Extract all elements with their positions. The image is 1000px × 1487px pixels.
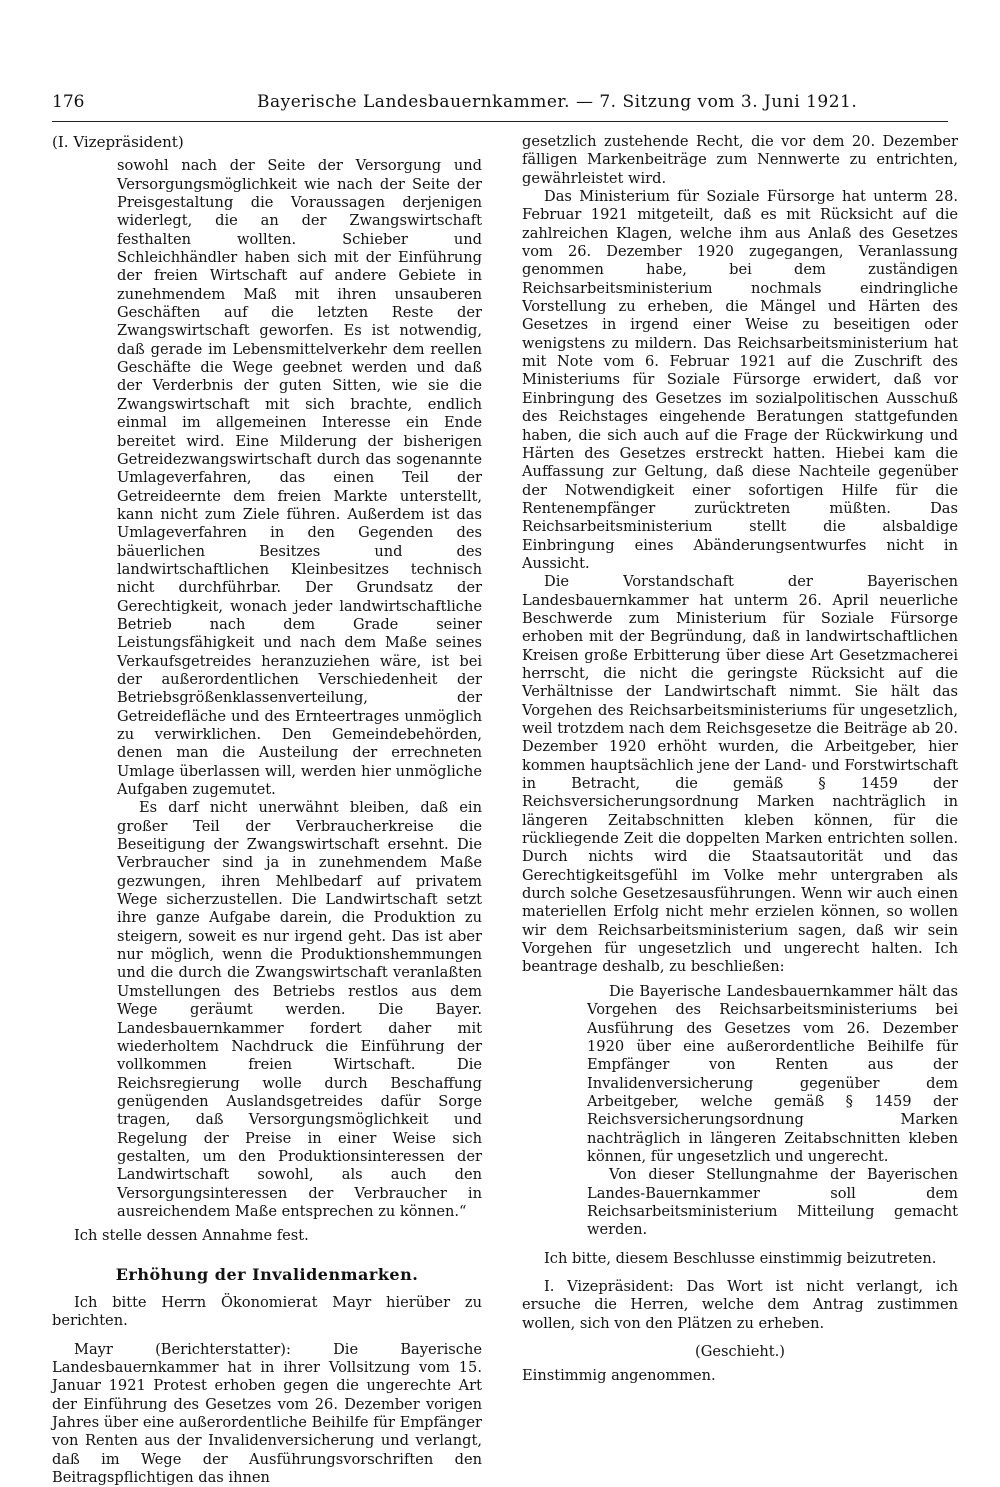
motion-paragraph: Die Bayerische Landesbauernkammer hält das Vorgehen des Reichsarbeitsministeriums bei Ausführung des Gesetzes vom 26. Dezember 1920 über eine außerordentliche Beihilfe für Empfänger von Renten aus der Invalidenversicherung gegenüber dem Arbeitgeber, welche gemäß § 1459 der Reichsversicherungsordnung Marken nachträglich in längeren Zeitabschnitten kleben können, für ungesetzlich und ungerecht. xyxy=(587,982,958,1165)
right-column xyxy=(522,133,958,1386)
paragraph: Die Vorstandschaft der Bayerischen Landesbauernkammer hat unterm 26. April neuerliche Beschwerde zum Ministerium für Soziale Fürsorge erhoben mit der Begründung, daß in landwirtschaftlichen Kreisen große Erbitterung über diese Art Gesetzmacherei herrscht, die nicht die geringste Rücksicht auf die Verhältnisse der Landwirtschaft nimmt. Sie hält das Vorgehen des Reichsarbeitsministeriums für ungesetzlich, weil trotzdem nach dem Reichsgesetze die Beiträge ab 20. Dezember 1920 erhöht wurden, die Arbeitgeber, hier kommen hauptsächlich jene der Land- und Forstwirtschaft in Betracht, die gemäß § 1459 der Reichsversicherungsordnung Marken nachträglich in längeren Zeitabschnitten kleben können, für die rückliegende Zeit die doppelten Marken entrichten sollen. Durch nichts wird die Staatsautorität und das Gerechtigkeitsgefühl im Volke mehr untergraben als durch solche Gesetzesausführungen. Wenn wir auch einen materiellen Erfolg nicht mehr erzielen können, so wollen wir dem Reichsarbeitsministerium sagen, daß wir sein Vorgehen für ungesetzlich und ungerecht halten. Ich beantrage deshalb, zu beschließen: xyxy=(522,573,958,976)
running-title: Bayerische Landesbauernkammer. — 7. Sitzung vom 3. Juni 1921. xyxy=(257,92,858,112)
paragraph: gesetzlich zustehende Recht, die vor dem 20. Dezember fälligen Markenbeiträge zum Nennwerte zu entrichten, gewährleistet wird. xyxy=(522,133,958,187)
paragraph: Ich stelle dessen Annahme fest. xyxy=(74,1227,309,1245)
paragraph: I. Vizepräsident: Das Wort ist nicht verlangt, ich ersuche die Herren, welche dem Antrag zustimmen wollen, sich von den Plätzen zu erheben. xyxy=(522,1277,958,1332)
paragraph: Das Ministerium für Soziale Fürsorge hat unterm 28. Februar 1921 mitgeteilt, daß es mit Rücksicht auf die zahlreichen Klagen, welche ihm aus Anlaß des Gesetzes vom 26. Dezember 1920 zugegangen, Veranlassung genommen habe, bei dem zuständigen Reichsarbeitsministerium nochmals eindringliche Vorstellung zu erheben, die Mängel und Härten des Gesetzes in irgend einer Weise zu beseitigen oder wenigstens zu mildern. Das Reichsarbeitsministerium hat mit Note vom 6. Februar 1921 auf die Zuschrift des Ministeriums für Soziale Fürsorge erwidert, daß vor Einbringung des Gesetzes im sozialpolitischen Ausschuß des Reichstages eingehende Beratungen stattgefunden haben, die sich auch auf die Frage der Rückwirkung und Härten des Gesetzes erstreckt hatten. Hiebei kam die Auffassung zur Geltung, daß diese Nachteile gegenüber der Notwendigkeit einer sofortigen Hilfe für die Rentenempfänger zurücktreten müßten. Das Reichsarbeitsministerium stellt die alsbaldige Einbringung eines Abänderungsentwurfes nicht in Aussicht. xyxy=(522,188,958,572)
parenthetical-note: (Geschieht.) xyxy=(695,1343,785,1360)
motion-paragraph: Von dieser Stellungnahme der Bayerischen Landes-Bauernkammer soll dem Reichsarbeitsministerium Mitteilung gemacht werden. xyxy=(587,1166,958,1239)
speaker-tag: (I. Vizepräsident) xyxy=(52,133,184,151)
paragraph: Ich bitte Herrn Ökonomierat Mayr hierüber zu berichten. xyxy=(52,1293,482,1330)
page-number: 176 xyxy=(52,92,85,112)
quote-paragraph: sowohl nach der Seite der Versorgung und Versorgungsmöglichkeit wie nach der Seite der Preisgestaltung die Voraussagen derjenigen widerlegt, die an der Zwangswirtschaft festhalten wollten. Schieber und Schleichhändler haben sich mit der Einführung der freien Wirtschaft auf andere Gebiete in zunehmendem Maß mit ihren unsauberen Geschäften auf die letzten Reste der Zwangswirtschaft geworfen. Es ist notwendig, daß gerade im Lebensmittelverkehr dem reellen Geschäfte die Wege geebnet werden und daß der Verderbnis der guten Sitten, wie sie die Zwangswirtschaft mit sich brachte, endlich einmal im allgemeinen Interesse ein Ende bereitet wird. Eine Milderung der bisherigen Getreidezwangswirtschaft durch das sogenannte Umlageverfahren, das einen Teil der Getreideernte dem freien Markte unterstellt, kann nicht zum Ziele führen. Außerdem ist das Umlageverfahren in den Gegenden des bäuerlichen Besitzes und des landwirtschaftlichen Kleinbesitzes technisch nicht durchführbar. Der Grundsatz der Gerechtigkeit, wonach jeder landwirtschaftliche Betrieb nach dem Grade seiner Leistungsfähigkeit und nach dem Maße seines Verkaufsgetreides heranzuziehen wäre, ist bei der außerordentlichen Verschiedenheit der Betriebsgrößenklassenverteilung, der Getreidefläche und des Ernteertrages unmöglich zu verwirklichen. Den Gemeindebehörden, denen man die Austeilung der errechneten Umlage überlassen will, werden hier unmögliche Aufgaben zugemutet. xyxy=(117,157,482,799)
paragraph: Einstimmig angenommen. xyxy=(522,1367,716,1385)
section-heading: Erhöhung der Invalidenmarken. xyxy=(115,1264,419,1284)
page-header xyxy=(52,92,952,118)
quote-paragraph: Es darf nicht unerwähnt bleiben, daß ein großer Teil der Verbraucherkreise die Beseitigung der Zwangswirtschaft ersehnt. Die Verbraucher sind ja in zunehmendem Maße gezwungen, ihren Mehlbedarf auf privatem Wege sicherzustellen. Die Landwirtschaft setzt ihre ganze Aufgabe darein, die Produktion zu steigern, soweit es nur irgend geht. Das ist aber nur möglich, wenn die Produktionshemmungen und die durch die Zwangswirtschaft veranlaßten Umstellungen des Betriebs restlos aus dem Wege geräumt werden. Die Bayer. Landesbauernkammer fordert daher mit wiederholtem Nachdruck die Einführung der vollkommen freien Wirtschaft. Die Reichsregierung wolle durch Beschaffung genügenden Auslandsgetreides dafür Sorge tragen, daß Versorgungsmöglichkeit und Regelung der Preise in einer Weise sich gestalten, um den Produktionsinteressen der Landwirtschaft sowohl, als auch den Versorgungsinteressen der Verbraucher in ausreichendem Maße entsprechen zu können.“ xyxy=(117,799,482,1220)
motion-text xyxy=(522,983,958,1240)
paragraph: Mayr (Berichterstatter): Die Bayerische Landesbauernkammer hat in ihrer Vollsitzung vom 15. Januar 1921 Protest erhoben gegen die ungerechte Art der Einführung des Gesetzes vom 26. Dezember vorigen Jahres über eine außerordentliche Beihilfe für Empfänger von Renten aus der Invalidenversicherung und verlangt, daß im Wege der Ausführungsvorschriften den Beitragspflichtigen das ihnen xyxy=(52,1340,482,1487)
paragraph: Ich bitte, diesem Beschlusse einstimmig beizutreten. xyxy=(544,1249,937,1267)
header-rule xyxy=(52,121,948,122)
quoted-resolution xyxy=(52,157,482,1221)
left-column xyxy=(52,133,482,1487)
